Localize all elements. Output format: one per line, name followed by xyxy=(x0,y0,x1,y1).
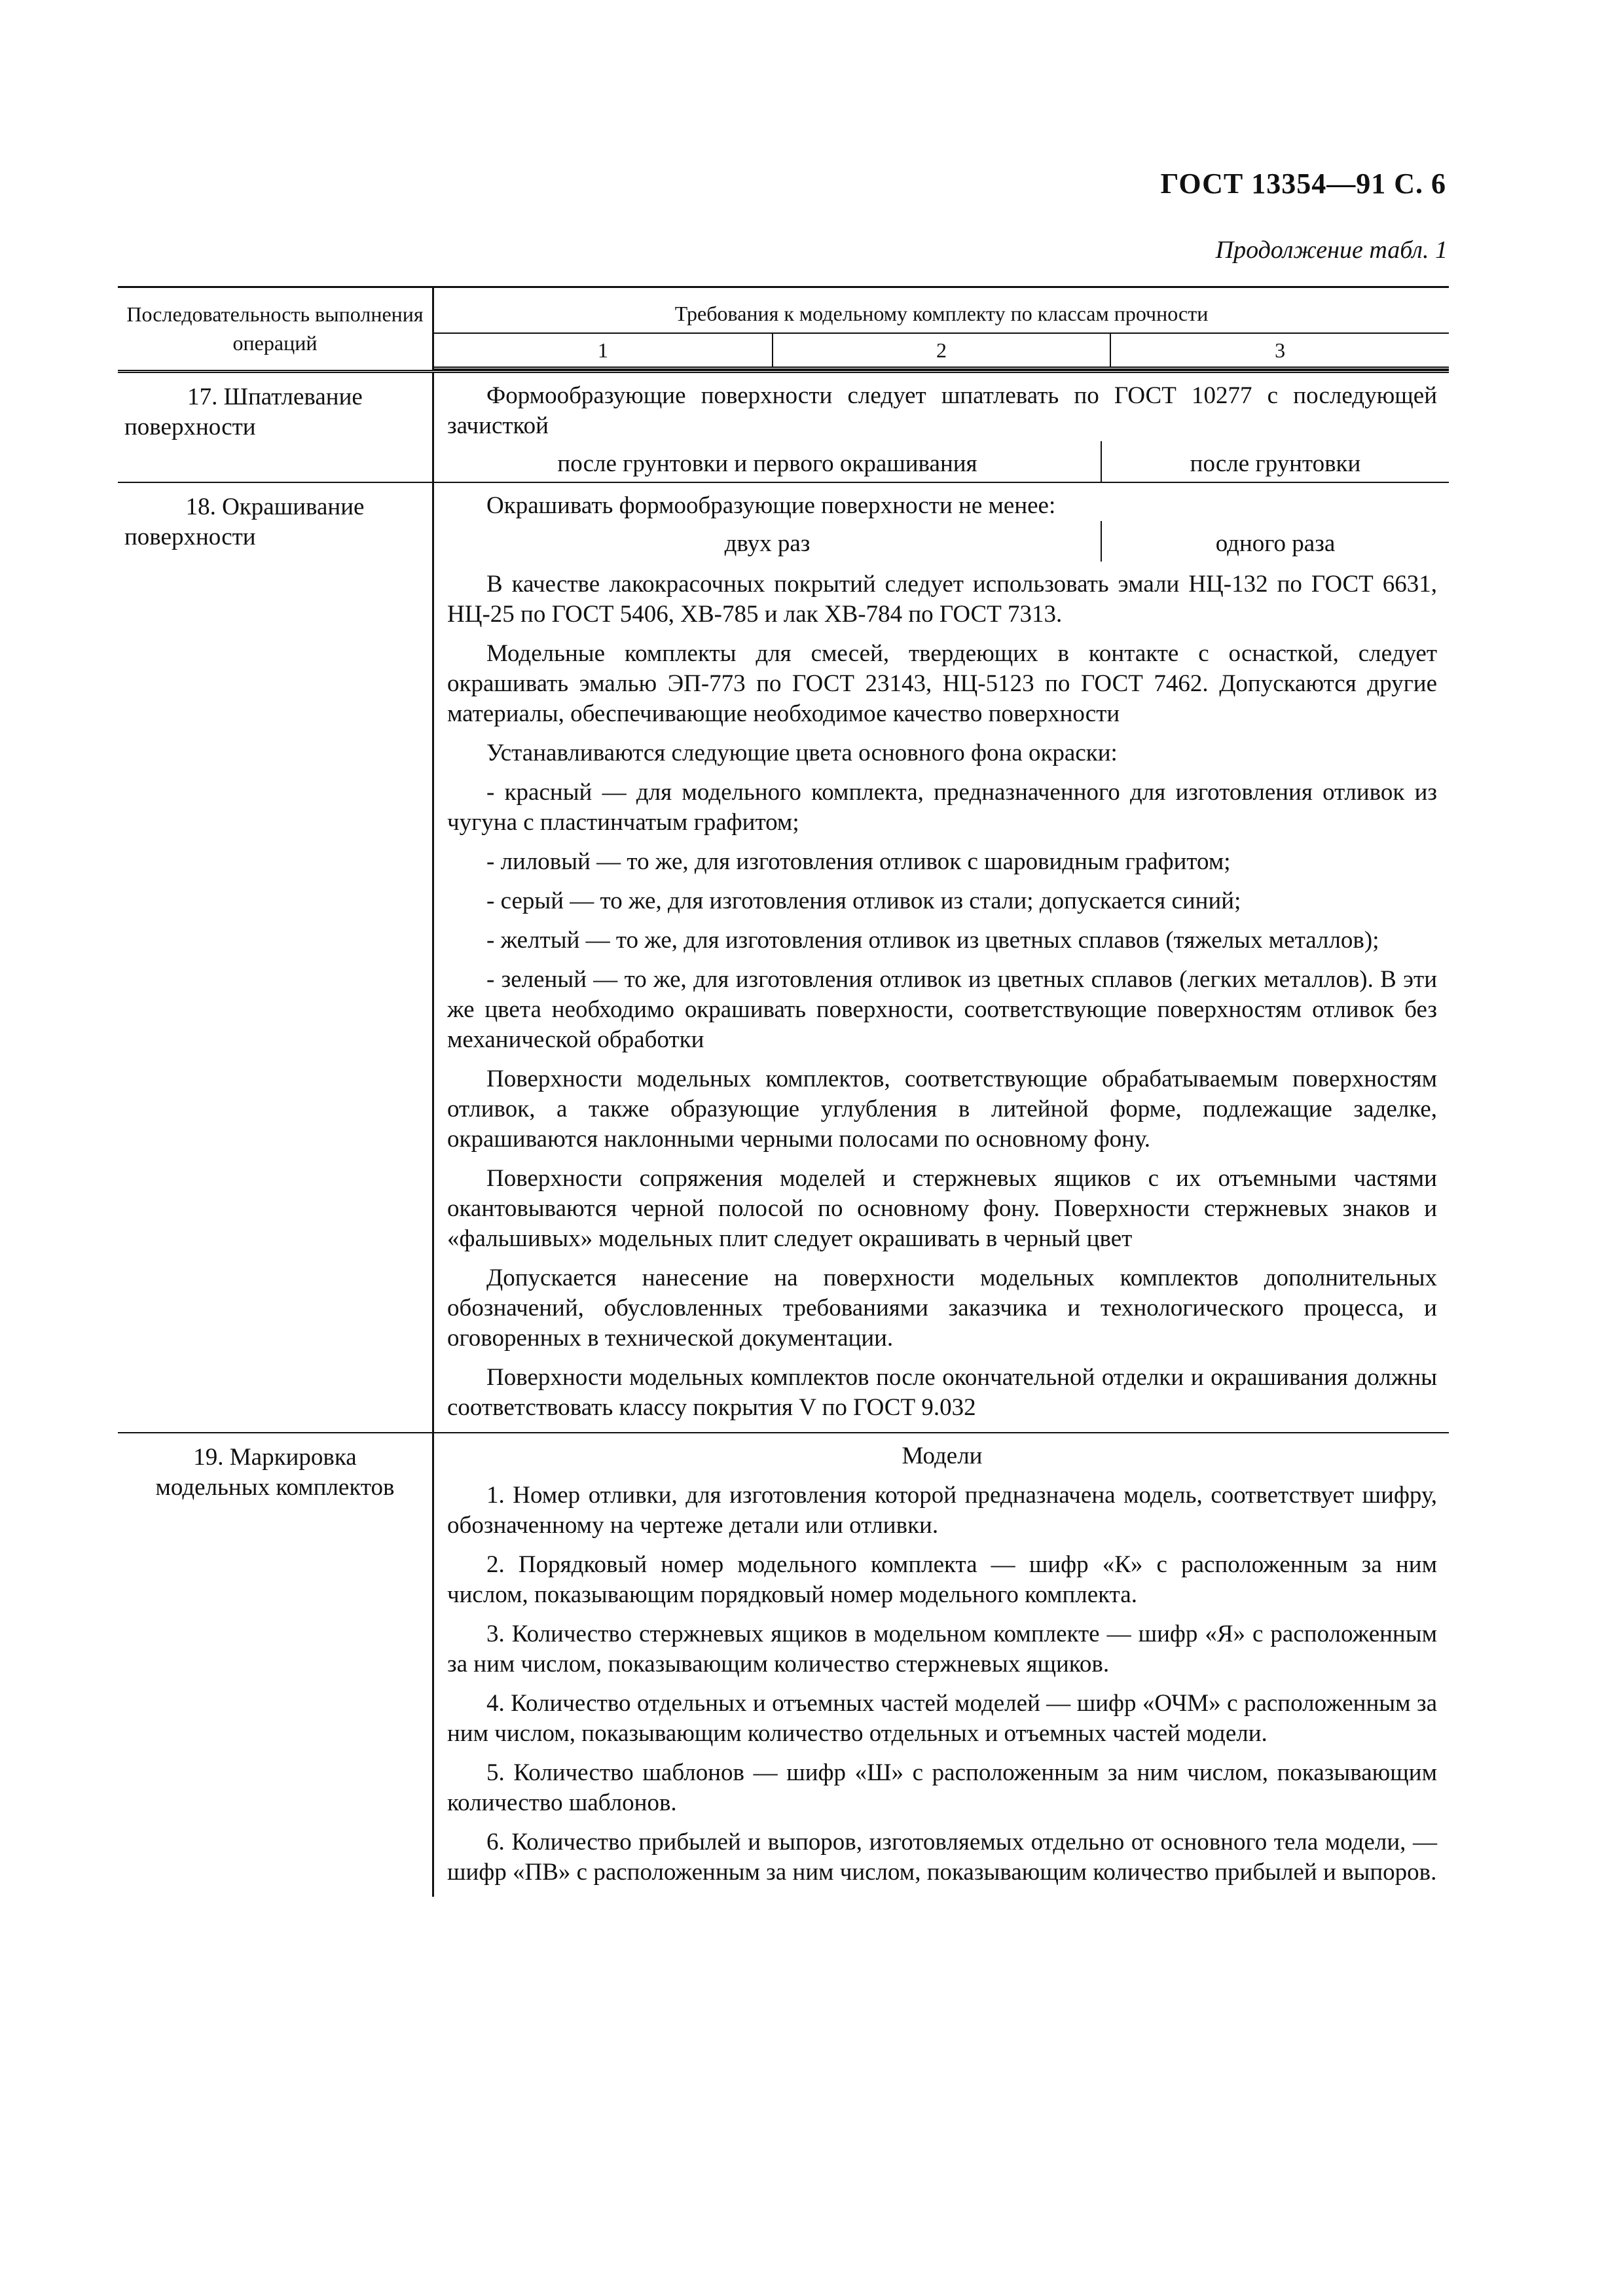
class-3-value: одного раза xyxy=(1215,530,1336,557)
paragraph: Модельные комплекты для смесей, твердеющих в контакте с оснасткой, следует окрашивать эмалью ЭП-773 по ГОСТ 23143, НЦ-5123 по ГОСТ 7462. Допускаются другие материалы, обеспечивающие необходимое качество поверхности xyxy=(447,640,1437,727)
paragraph: Поверхности сопряжения моделей и стержневых ящиков с их отъемными частями окантовываются черной полосой по основному фону. Поверхности стержневых знаков и «фальшивых» модельных плит следует окрашивать в черный цвет xyxy=(447,1165,1437,1252)
paragraph: 3. Количество стержневых ящиков в модельном комплекте — шифр «Я» с расположенным за ним числом, показывающим количество стержневых ящиков. xyxy=(447,1621,1437,1677)
col-header-requirements-text: Требования к модельному комплекту по классам прочности xyxy=(674,302,1209,325)
col-header-operations: Последовательность выполнения операций xyxy=(118,287,433,372)
paragraph: 2. Порядковый номер модельного комплекта — шифр «К» с расположенным за ним числом, показывающим порядковый номер модельного комплекта. xyxy=(447,1551,1437,1608)
class-3-value: после грунтовки xyxy=(1190,450,1361,477)
paragraph: 1. Номер отливки, для изготовления которой предназначена модель, соответствует шифру, обозначенному на чертеже детали или отливки. xyxy=(447,1482,1437,1539)
section-subtitle: Модели xyxy=(902,1443,983,1469)
strength-class-2: 2 xyxy=(773,333,1111,368)
requirements-cell xyxy=(433,1433,1450,1897)
class-split xyxy=(434,521,1449,562)
operation-cell: 17. Шпатлевание поверхности xyxy=(118,372,433,483)
paragraph: В качестве лакокрасочных покрытий следует использовать эмали НЦ-132 по ГОСТ 6631, НЦ-25 по ГОСТ 5406, ХВ-785 и лак ХВ-784 по ГОСТ 7313. xyxy=(447,571,1437,628)
paragraph: 4. Количество отдельных и отъемных частей моделей — шифр «ОЧМ» с расположенным за ним числом, показывающим количество отдельных и отъемных частей модели. xyxy=(447,1690,1437,1747)
requirements-cell xyxy=(433,372,1450,483)
table-header-row xyxy=(118,287,1449,372)
paragraph: Формообразующие поверхности следует шпатлевать по ГОСТ 10277 с последующей зачисткой xyxy=(447,382,1437,439)
paragraph: - желтый — то же, для изготовления отливок из цветных сплавов (тяжелых металлов); xyxy=(486,927,1379,954)
paragraph: - зеленый — то же, для изготовления отливок из цветных сплавов (легких металлов). В эти же цвета необходимо окрашивать поверхности, соответствующие поверхностям отливок без механической обработки xyxy=(447,966,1437,1053)
paragraph: Поверхности модельных комплектов после окончательной отделки и окрашивания должны соответствовать классу покрытия V по ГОСТ 9.032 xyxy=(447,1364,1437,1421)
operation-cell: 18. Окрашивание поверхности xyxy=(118,482,433,1433)
requirements-table xyxy=(118,286,1449,1897)
strength-class-3: 3 xyxy=(1110,333,1449,368)
paragraph: 5. Количество шаблонов — шифр «Ш» с расположенным за ним числом, показывающим количество шаблонов. xyxy=(447,1759,1437,1816)
paragraph: - лиловый — то же, для изготовления отливок с шаровидным графитом; xyxy=(486,848,1231,875)
table-continuation-label: Продолжение табл. 1 xyxy=(1215,236,1448,264)
paragraph: - красный — для модельного комплекта, предназначенного для изготовления отливок из чугуна с пластинчатым графитом; xyxy=(447,779,1437,836)
requirements-cell xyxy=(433,482,1450,1433)
paragraph: Устанавливаются следующие цвета основного фона окраски: xyxy=(486,740,1118,766)
paragraph: Допускается нанесение на поверхности модельных комплектов дополнительных обозначений, обусловленных требованиями заказчика и технологического процесса, и оговоренных в технической документации. xyxy=(447,1265,1437,1352)
class-split xyxy=(434,441,1449,482)
col-header-requirements xyxy=(433,287,1450,372)
strength-class-subheader xyxy=(434,332,1449,370)
paragraph: - серый — то же, для изготовления отливок из стали; допускается синий; xyxy=(486,888,1241,914)
class-1-2-value: после грунтовки и первого окрашивания xyxy=(434,441,1102,482)
paragraph: Поверхности модельных комплектов, соответствующие обрабатываемым поверхностям отливок, а также образующие углубления в литейной форме, подлежащие заделке, окрашиваются наклонными черными полосами по основному фону. xyxy=(447,1066,1437,1153)
operation-cell: 19. Маркировка модельных комплектов xyxy=(118,1433,433,1897)
table-row xyxy=(118,372,1449,483)
paragraph: 6. Количество прибылей и выпоров, изготовляемых отдельно от основного тела модели, — шифр «ПВ» с расположенным за ним числом, показывающим количество прибылей и выпоров. xyxy=(447,1829,1437,1886)
paragraph: Окрашивать формообразующие поверхности не менее: xyxy=(486,492,1056,519)
class-1-2-value: двух раз xyxy=(434,521,1102,562)
document-code: ГОСТ 13354—91 С. 6 xyxy=(1160,168,1446,200)
table-row xyxy=(118,1433,1449,1897)
strength-class-1: 1 xyxy=(434,333,773,368)
table-row xyxy=(118,482,1449,1433)
